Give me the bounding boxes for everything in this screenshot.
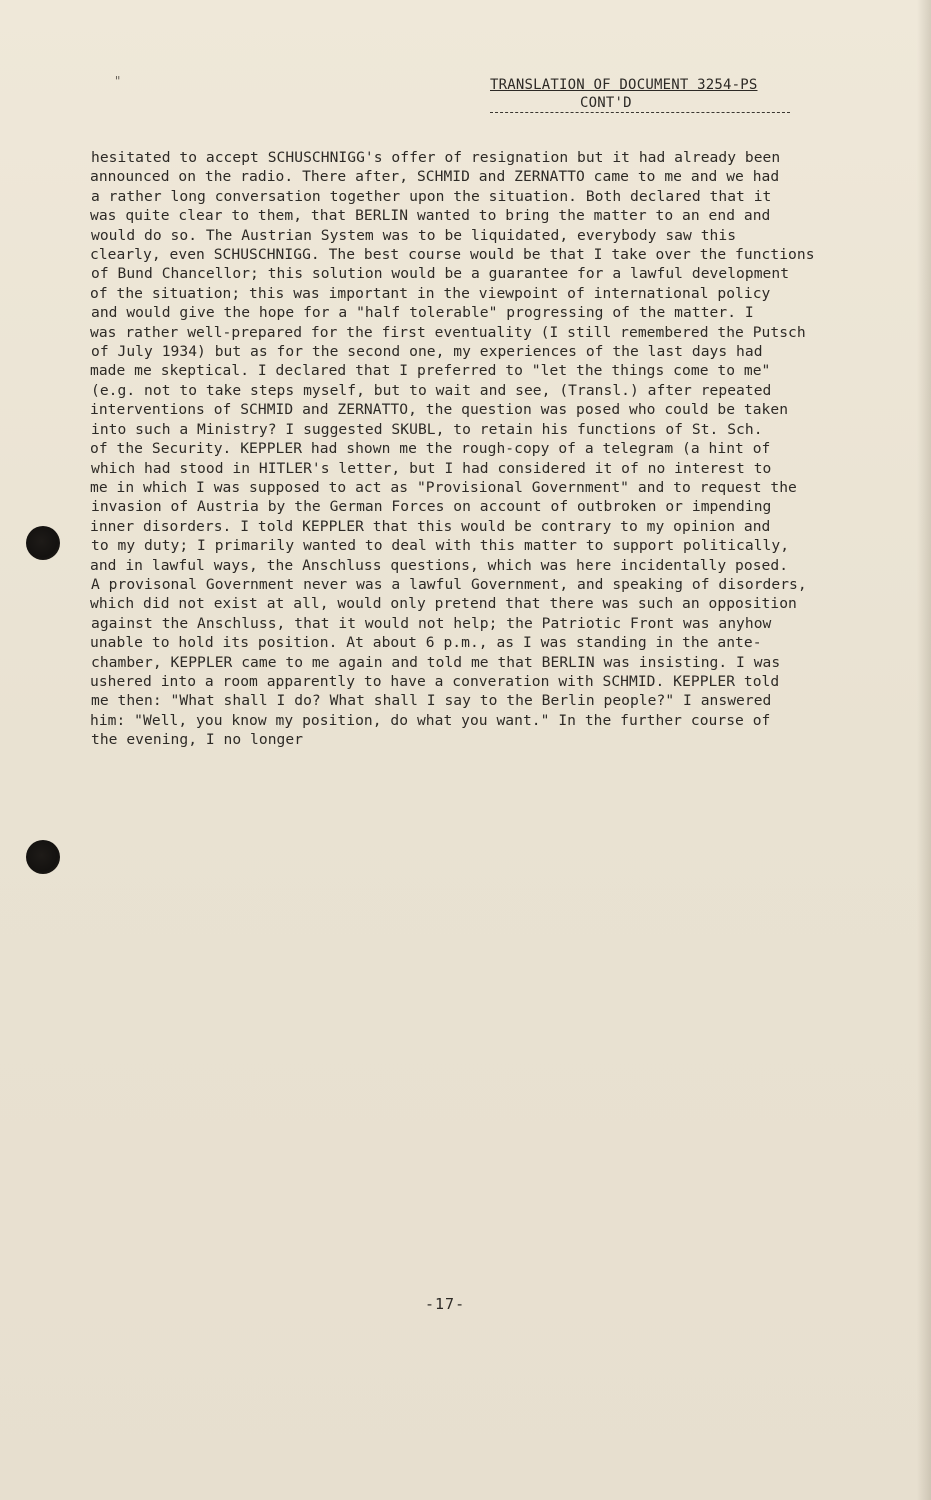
body-line: clearly, even SCHUSCHNIGG. The best course would be that I take over the functions [90, 246, 815, 264]
header-rule [490, 112, 790, 113]
body-line: inner disorders. I told KEPPLER that this would be contrary to my opinion and [90, 517, 771, 535]
body-line: was rather well-prepared for the first eventuality (I still remembered the Putsch [90, 323, 806, 341]
body-line: the evening, I no longer [91, 731, 304, 749]
body-line: hesitated to accept SCHUSCHNIGG's offer of resignation but it had already been [91, 149, 781, 166]
body-line: of the situation; this was important in the viewpoint of international policy [90, 284, 771, 302]
body-line: would do so. The Austrian System was to be liquidated, everybody saw this [91, 226, 737, 244]
body-line: against the Anschluss, that it would not help; the Patriotic Front was anyhow [91, 614, 772, 632]
punch-hole [26, 526, 60, 560]
body-line: of July 1934) but as for the second one, my experiences of the last days had [91, 343, 763, 361]
body-line: ushered into a room apparently to have a converation with SCHMID. KEPPLER told [90, 672, 780, 690]
body-line: interventions of SCHMID and ZERNATTO, the question was posed who could be taken [90, 401, 789, 419]
body-line: chamber, KEPPLER came to me again and told me that BERLIN was insisting. I was [91, 653, 781, 671]
body-line: and in lawful ways, the Anschluss questions, which was here incidentally posed. [90, 556, 789, 574]
body-line: a rather long conversation together upon the situation. Both declared that it [91, 187, 772, 205]
body-line: announced on the radio. There after, SCHMID and ZERNATTO came to me and we had [90, 168, 780, 186]
body-line: him: "Well, you know my position, do what you want." In the further course of [90, 711, 771, 729]
body-line: made me skeptical. I declared that I preferred to "let the things come to me" [90, 362, 771, 380]
body-line: A provisonal Government never was a lawful Government, and speaking of disorders, [91, 575, 807, 593]
continued-label: CONT'D [580, 95, 632, 111]
corner-mark: " [114, 74, 122, 88]
document-header [490, 76, 800, 112]
body-line: unable to hold its position. At about 6 p.m., as I was standing in the ante- [90, 634, 762, 652]
body-line: which did not exist at all, would only pretend that there was such an opposition [90, 595, 797, 613]
body-text [90, 148, 870, 750]
page-edge-shadow [917, 0, 931, 1500]
page-number: -17- [425, 1295, 466, 1313]
body-line: me then: "What shall I do? What shall I say to the Berlin people?" I answered [91, 692, 772, 710]
body-line: and would give the hope for a "half tolerable" progressing of the matter. I [91, 304, 754, 322]
body-line: of the Security. KEPPLER had shown me the rough-copy of a telegram (a hint of [90, 440, 771, 458]
document-title: TRANSLATION OF DOCUMENT 3254-PS [490, 77, 758, 93]
body-line: invasion of Austria by the German Forces on account of outbroken or impending [91, 498, 772, 516]
body-line: which had stood in HITLER's letter, but I had considered it of no interest to [91, 459, 772, 477]
body-line: of Bund Chancellor; this solution would be a guarantee for a lawful development [91, 265, 790, 283]
body-line: to my duty; I primarily wanted to deal with this matter to support politically, [91, 537, 790, 555]
body-line: (e.g. not to take steps myself, but to wait and see, (Transl.) after repeated [91, 381, 772, 399]
body-line: me in which I was supposed to act as "Provisional Government" and to request the [90, 478, 797, 496]
body-line: into such a Ministry? I suggested SKUBL, to retain his functions of St. Sch. [91, 420, 763, 438]
punch-hole [26, 840, 60, 874]
body-line: was quite clear to them, that BERLIN wanted to bring the matter to an end and [90, 207, 771, 225]
